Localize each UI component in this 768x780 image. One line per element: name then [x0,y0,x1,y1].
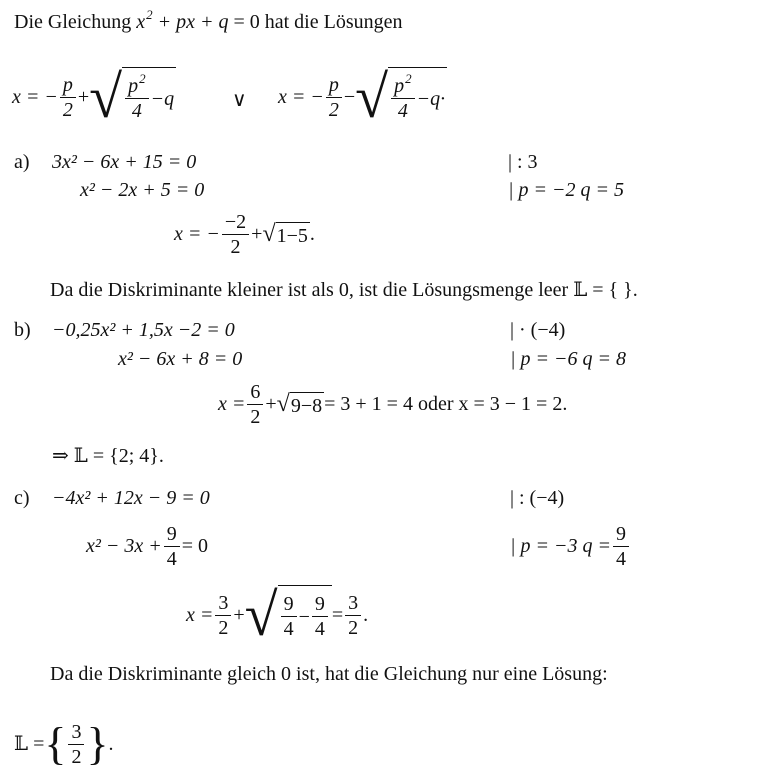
part-c-solution: x = $\frac{3}{2}$ + √ $\frac{9}{4}$ − $\frac{9}{4}$ = $\frac{3}{2}$ . [186,582,369,648]
part-c-eq2: x² − 3x + $\frac{9}{4}$ = 0 [86,522,209,570]
part-a-label: a) [14,151,30,173]
part-b-eq1: −0,25x² + 1,5x −2 = 0 [52,319,235,341]
pq-formula-minus: x = − $\frac{p}{2}$ − √ $\frac{p^2}{4}$ −q· [278,64,446,130]
part-c-label: c) [14,487,30,509]
part-b-solution: x = $\frac{6}{2}$ + √ 9−8 = 3 + 1 = 4 oder x = 3 − 1 = 2. [218,380,568,428]
part-b-result: ⇒ 𝕃 = {2; 4}. [52,445,164,467]
part-c-eq1: −4x² + 12x − 9 = 0 [52,487,210,509]
intro-equation: $x^2$ + px + q = 0 [136,7,260,33]
intro-prefix: Die Gleichung [14,11,132,33]
part-a-eq2: x² − 2x + 5 = 0 [80,179,205,201]
part-c-note: Da die Diskriminante gleich 0 ist, hat die Gleichung nur eine Lösung: [50,663,608,685]
or-symbol: ∨ [232,89,247,111]
intro-suffix: hat die Lösungen [264,11,403,33]
pq-formula-plus: x = − $\frac{p}{2}$ + √ $\frac{p^2}{4}$ −q [12,64,175,130]
part-b-op2: | p = −6 q = 8 [510,348,626,370]
part-a-solution: x = − $\frac{-2}{2}$ + √ 1−5 . [174,210,315,258]
part-a-op2: | p = −2 q = 5 [508,179,624,201]
part-b-op1: | · (−4) [510,319,566,341]
part-a-op1: | : 3 [508,151,538,173]
part-b-eq2: x² − 6x + 8 = 0 [118,348,243,370]
part-c-result: 𝕃 = { $\frac{3}{2}$ } . [14,718,114,769]
part-b-label: b) [14,319,31,341]
part-a-note: Da die Diskriminante kleiner ist als 0, ist die Lösungsmenge leer 𝕃 = { }. [50,279,638,301]
part-a-eq1: 3x² − 6x + 15 = 0 [52,151,197,173]
intro-line [14,7,403,33]
part-c-op2: | p = −3 q = $\frac{9}{4}$ [510,518,631,574]
part-c-op1: | : (−4) [510,487,565,509]
